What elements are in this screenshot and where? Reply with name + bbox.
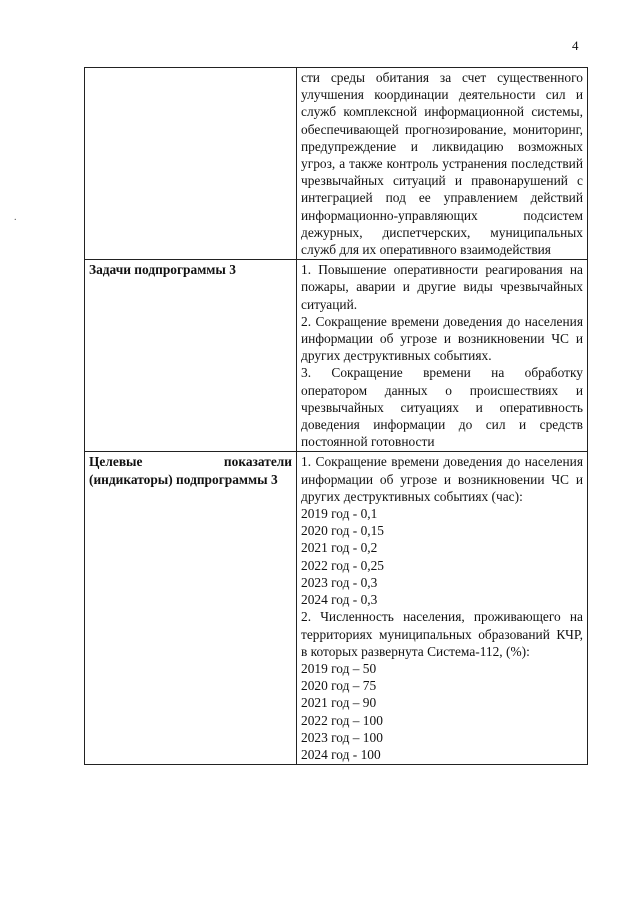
indicator-value: 2022 год – 100 bbox=[301, 712, 383, 728]
table-row bbox=[85, 68, 588, 260]
indicator-value: 2021 год – 90 bbox=[301, 695, 377, 711]
page-number: 4 bbox=[572, 38, 579, 53]
indicator-value: 2021 год - 0,2 bbox=[301, 540, 378, 556]
content-paragraph: 1. Повышение оперативности реагирования на пожары, аварии и другие виды чрезвычайных ситуаций. bbox=[301, 262, 583, 312]
indicator-value: 2019 год – 50 bbox=[301, 660, 377, 676]
indicator-value: 2023 год - 0,3 bbox=[301, 574, 378, 590]
row-label: Целевые показатели (индикаторы) подпрограммы 3 bbox=[85, 452, 297, 765]
row-content bbox=[297, 452, 588, 765]
row-label bbox=[85, 68, 297, 260]
row-content bbox=[297, 260, 588, 452]
content-paragraph: сти среды обитания за счет существенного улучшения координации деятельности сил и служб комплексной информационной системы, обеспечивающей прогнозирование, мониторинг, предупреждение и ликвидацию возможных угроз, а также контроль устранения последствий чрезвычайных ситуаций и правонарушений с интеграцией под ее управлением действий информационно-управляющих подсистем дежурных, диспетчерских, муниципальных служб для их оперативного взаимодействия bbox=[301, 70, 583, 258]
content-paragraph: 3. Сокращение времени на обработку оператором данных о происшествиях и чрезвычайных ситуациях и оперативность доведения информации до сил и средств постоянной готовности bbox=[301, 365, 583, 450]
content-paragraph: 2. Сокращение времени доведения до населения информации об угрозе и возникновении ЧС и других деструктивных событиях. bbox=[301, 313, 583, 364]
indicator-value: 2022 год - 0,25 bbox=[301, 557, 384, 573]
content-paragraph: 2. Численность населения, проживающего на территориях муниципальных образований КЧР, в которых развернута Система-112, (%): bbox=[301, 609, 583, 659]
indicator-value: 2024 год - 100 bbox=[301, 746, 381, 762]
indicator-value: 2020 год - 0,15 bbox=[301, 523, 384, 539]
table-row bbox=[85, 260, 588, 452]
indicator-value: 2020 год – 75 bbox=[301, 678, 377, 694]
indicator-value: 2023 год – 100 bbox=[301, 729, 383, 745]
margin-mark: . bbox=[14, 212, 17, 223]
row-content bbox=[297, 68, 588, 260]
indicator-value: 2024 год - 0,3 bbox=[301, 592, 378, 608]
content-paragraph: 1. Сокращение времени доведения до населения информации об угрозе и возникновении ЧС и других деструктивных событиях (час): bbox=[301, 454, 583, 504]
table-row bbox=[85, 452, 588, 765]
indicator-value: 2019 год - 0,1 bbox=[301, 506, 378, 522]
subprogram-table bbox=[84, 67, 588, 765]
row-label: Задачи подпрограммы 3 bbox=[85, 260, 297, 452]
